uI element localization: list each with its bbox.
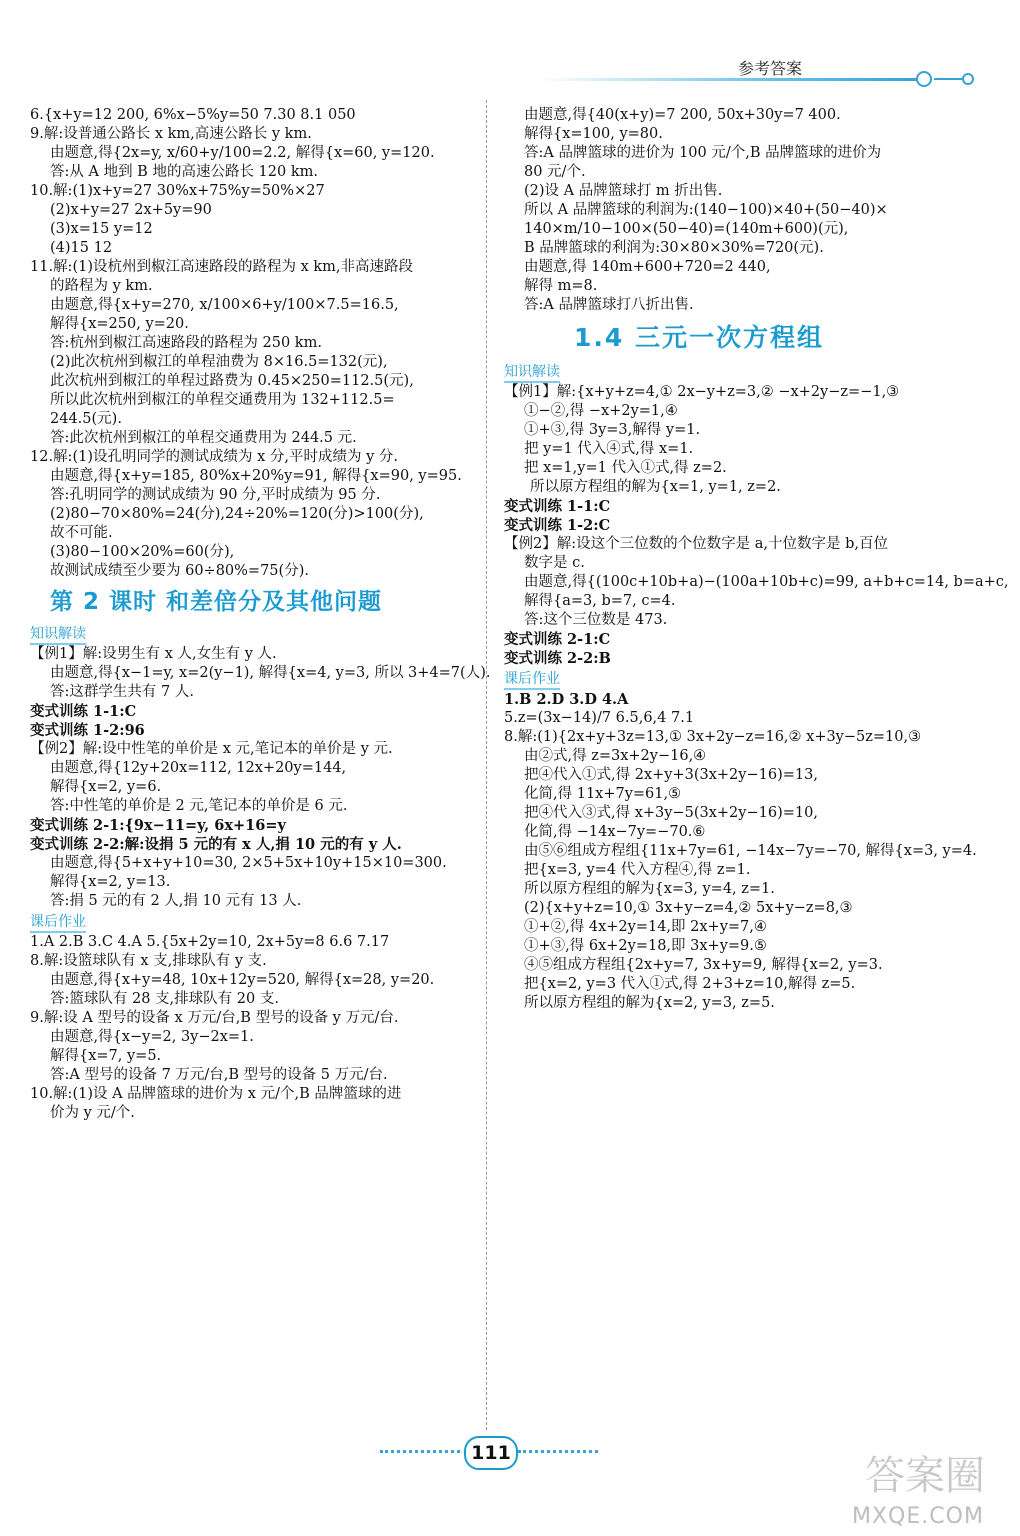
header-title: 参考答案 <box>738 59 803 78</box>
answer-line: 答:A 品牌篮球打八折出售. <box>524 297 694 313</box>
answer-line: (3)80−100×20%=60(分), <box>50 544 235 560</box>
answer-line: 解得{x=2, y=13. <box>50 874 171 890</box>
answer-line: 变式训练 2-1:C <box>504 631 611 648</box>
answer-line: 6.{x+y=12 200, 6%x−5%y=50 7.30 8.1 050 <box>30 107 356 123</box>
answer-line: 变式训练 1-2:C <box>504 517 611 534</box>
answer-line: 由题意,得 140m+600+720=2 440, <box>524 259 771 275</box>
answer-line: 化简,得 −14x−7y=−70.⑥ <box>524 824 706 840</box>
answer-line: (2)此次杭州到椒江的单程油费为 8×16.5=132(元), <box>50 354 388 370</box>
answer-line: 244.5(元). <box>50 411 122 427</box>
answer-line: 10.解:(1)x+y=27 30%x+75%y=50%×27 <box>30 183 325 199</box>
answer-line: (2)80−70×80%=24(分),24÷20%=120(分)>100(分), <box>50 506 424 522</box>
answer-line: 把{x=3, y=4 代入方程④,得 z=1. <box>524 862 751 878</box>
answer-line: 由题意,得{12y+20x=112, 12x+20y=144, <box>50 760 347 776</box>
answer-line: 变式训练 2-1:{9x−11=y, 6x+16=y <box>30 817 286 834</box>
answer-line: 答:A 品牌篮球的进价为 100 元/个,B 品牌篮球的进价为 <box>524 145 882 161</box>
answer-line: 答:从 A 地到 B 地的高速公路长 120 km. <box>50 164 318 180</box>
answer-line: 数字是 c. <box>524 555 585 571</box>
answer-line: (3)x=15 y=12 <box>50 221 153 237</box>
answer-line: 5.z=(3x−14)/7 6.5,6,4 7.1 <box>504 710 695 726</box>
answer-line: 变式训练 1-1:C <box>504 498 611 515</box>
header-ring-icon <box>916 71 932 87</box>
answer-line: ①+③,得 6x+2y=18,即 3x+y=9.⑤ <box>524 938 767 954</box>
answer-line: B 品牌篮球的利润为:30×80×30%=720(元). <box>524 240 824 256</box>
answer-line: 解得{x=7, y=5. <box>50 1048 162 1064</box>
answer-line: ①−②,得 −x+2y=1,④ <box>524 403 678 419</box>
watermark-logo: 答案圈 <box>865 1453 985 1499</box>
answer-line: 把 x=1,y=1 代入①式,得 z=2. <box>524 460 727 476</box>
answer-line: 答:杭州到椒江高速路段的路程为 250 km. <box>50 335 322 351</box>
answer-line: 变式训练 2-2:B <box>504 650 611 667</box>
answer-line: ①+③,得 3y=3,解得 y=1. <box>524 422 701 438</box>
lesson-title: 第 2 课时 和差倍分及其他问题 <box>50 589 383 615</box>
left-column <box>30 106 490 1123</box>
section-label: 课后作业 <box>504 670 560 690</box>
answer-line: 【例1】解:{x+y+z=4,① 2x−y+z=3,② −x+2y−z=−1,③ <box>504 384 900 400</box>
answer-line: 答:篮球队有 28 支,排球队有 20 支. <box>50 991 279 1007</box>
answer-line: 答:这个三位数是 473. <box>524 612 668 628</box>
answer-line: (4)15 12 <box>50 240 113 256</box>
answer-line: 变式训练 2-2:解:设捐 5 元的有 x 人,捐 10 元的有 y 人. <box>30 836 402 853</box>
answer-line: 9.解:设普通公路长 x km,高速公路长 y km. <box>30 126 312 142</box>
answer-line: 把{x=2, y=3 代入①式,得 2+3+z=10,解得 z=5. <box>524 976 856 992</box>
section-label: 知识解读 <box>30 625 86 645</box>
answer-line: ①+②,得 4x+2y=14,即 2x+y=7,④ <box>524 919 767 935</box>
answer-line: (2)x+y=27 2x+5y=90 <box>50 202 212 218</box>
right-column <box>504 106 1009 1013</box>
answer-line: 所以原方程组的解为{x=3, y=4, z=1. <box>524 881 775 897</box>
answer-line: 变式训练 1-2:96 <box>30 722 145 739</box>
answer-line: 变式训练 1-1:C <box>30 703 137 720</box>
lesson-title: 1.4 三元一次方程组 <box>574 323 824 352</box>
answer-line: 所以原方程组的解为{x=2, y=3, z=5. <box>524 995 775 1011</box>
answer-line: 所以原方程组的解为{x=1, y=1, z=2. <box>530 479 781 495</box>
section-label: 知识解读 <box>504 363 560 383</box>
answer-line: 的路程为 y km. <box>50 278 153 294</box>
answer-line: 解得{x=2, y=6. <box>50 779 162 795</box>
answer-line: 解得{a=3, b=7, c=4. <box>524 593 676 609</box>
answer-line: 1.A 2.B 3.C 4.A 5.{5x+2y=10, 2x+5y=8 6.6 7.17 <box>30 934 390 950</box>
answer-line: 把 y=1 代入④式,得 x=1. <box>524 441 694 457</box>
answer-line: 答:捐 5 元的有 2 人,捐 10 元有 13 人. <box>50 893 302 909</box>
answer-line: 80 元/个. <box>524 164 586 180</box>
answer-line: 解得{x=100, y=80. <box>524 126 663 142</box>
answer-line: 把④代入①式,得 2x+y+3(3x+2y−16)=13, <box>524 767 818 783</box>
answer-line: 由题意,得{x+y=270, x/100×6+y/100×7.5=16.5, <box>50 297 399 313</box>
answer-line: 故不可能. <box>50 525 113 541</box>
answer-line: 12.解:(1)设孔明同学的测试成绩为 x 分,平时成绩为 y 分. <box>30 449 399 465</box>
answer-line: 140×m/10−100×(50−40)=(140m+600)(元), <box>524 221 849 237</box>
answer-line: 由题意,得{x+y=185, 80%x+20%y=91, 解得{x=90, y=95. <box>50 468 462 484</box>
answer-line: 解得 m=8. <box>524 278 598 294</box>
answer-line: 【例2】解:设这个三位数的个位数字是 a,十位数字是 b,百位 <box>504 536 888 552</box>
answer-line: 由题意,得{40(x+y)=7 200, 50x+30y=7 400. <box>524 107 841 123</box>
answer-line: 由题意,得{x+y=48, 10x+12y=520, 解得{x=28, y=20. <box>50 972 435 988</box>
header-ring-small-icon <box>962 73 974 85</box>
answer-line: 1.B 2.D 3.D 4.A <box>504 691 629 708</box>
answer-line: (2)设 A 品牌篮球打 m 折出售. <box>524 183 723 199</box>
watermark-url: MXQE.COM <box>852 1504 984 1529</box>
answer-line: 答:中性笔的单价是 2 元,笔记本的单价是 6 元. <box>50 798 348 814</box>
answer-line: 把④代入③式,得 x+3y−5(3x+2y−16)=10, <box>524 805 818 821</box>
page-number: 111 <box>464 1436 518 1470</box>
answer-line: 价为 y 元/个. <box>50 1105 135 1121</box>
footer-dots-right <box>518 1450 598 1453</box>
answer-line: 所以此次杭州到椒江的单程交通费用为 132+112.5= <box>50 392 395 408</box>
answer-line: 8.解:设篮球队有 x 支,排球队有 y 支. <box>30 953 267 969</box>
header-line <box>540 78 920 81</box>
answer-line: 解得{x=250, y=20. <box>50 316 189 332</box>
answer-line: 由题意,得{x−y=2, 3y−2x=1. <box>50 1029 254 1045</box>
answer-line: 答:A 型号的设备 7 万元/台,B 型号的设备 5 万元/台. <box>50 1067 388 1083</box>
answer-line: 9.解:设 A 型号的设备 x 万元/台,B 型号的设备 y 万元/台. <box>30 1010 399 1026</box>
answer-line: 由题意,得{5+x+y+10=30, 2×5+5x+10y+15×10=300. <box>50 855 447 871</box>
answer-line: 由题意,得{(100c+10b+a)−(100a+10b+c)=99, a+b+c=14, b=a+c, <box>524 574 1009 590</box>
answer-line: 11.解:(1)设杭州到椒江高速路段的路程为 x km,非高速路段 <box>30 259 414 275</box>
answer-line: 答:孔明同学的测试成绩为 90 分,平时成绩为 95 分. <box>50 487 381 503</box>
answer-line: 10.解:(1)设 A 品牌篮球的进价为 x 元/个,B 品牌篮球的进 <box>30 1086 402 1102</box>
answer-line: 化简,得 11x+7y=61,⑤ <box>524 786 682 802</box>
answer-line: 由⑤⑥组成方程组{11x+7y=61, −14x−7y=−70, 解得{x=3, y=4. <box>524 843 977 859</box>
answer-line: 8.解:(1){2x+y+3z=13,① 3x+2y−z=16,② x+3y−5z=10,③ <box>504 729 922 745</box>
footer-dots-left <box>380 1450 460 1453</box>
answer-line: 由题意,得{2x=y, x/60+y/100=2.2, 解得{x=60, y=120. <box>50 145 435 161</box>
answer-line: 【例2】解:设中性笔的单价是 x 元,笔记本的单价是 y 元. <box>30 741 393 757</box>
section-label: 课后作业 <box>30 913 86 933</box>
answer-line: 故测试成绩至少要为 60÷80%=75(分). <box>50 563 309 579</box>
answer-line: 【例1】解:设男生有 x 人,女生有 y 人. <box>30 646 277 662</box>
answer-line: 所以 A 品牌篮球的利润为:(140−100)×40+(50−40)× <box>524 202 888 218</box>
answer-line: 此次杭州到椒江的单程过路费为 0.45×250=112.5(元), <box>50 373 414 389</box>
answer-line: 答:此次杭州到椒江的单程交通费用为 244.5 元. <box>50 430 357 446</box>
answer-line: (2){x+y+z=10,① 3x+y−z=4,② 5x+y−z=8,③ <box>524 900 853 916</box>
answer-line: 由题意,得{x−1=y, x=2(y−1), 解得{x=4, y=3, 所以 3+4=7(人). <box>50 665 491 681</box>
answer-line: 答:这群学生共有 7 人. <box>50 684 194 700</box>
answer-line: 由②式,得 z=3x+2y−16,④ <box>524 748 707 764</box>
answer-line: ④⑤组成方程组{2x+y=7, 3x+y=9, 解得{x=2, y=3. <box>524 957 883 973</box>
